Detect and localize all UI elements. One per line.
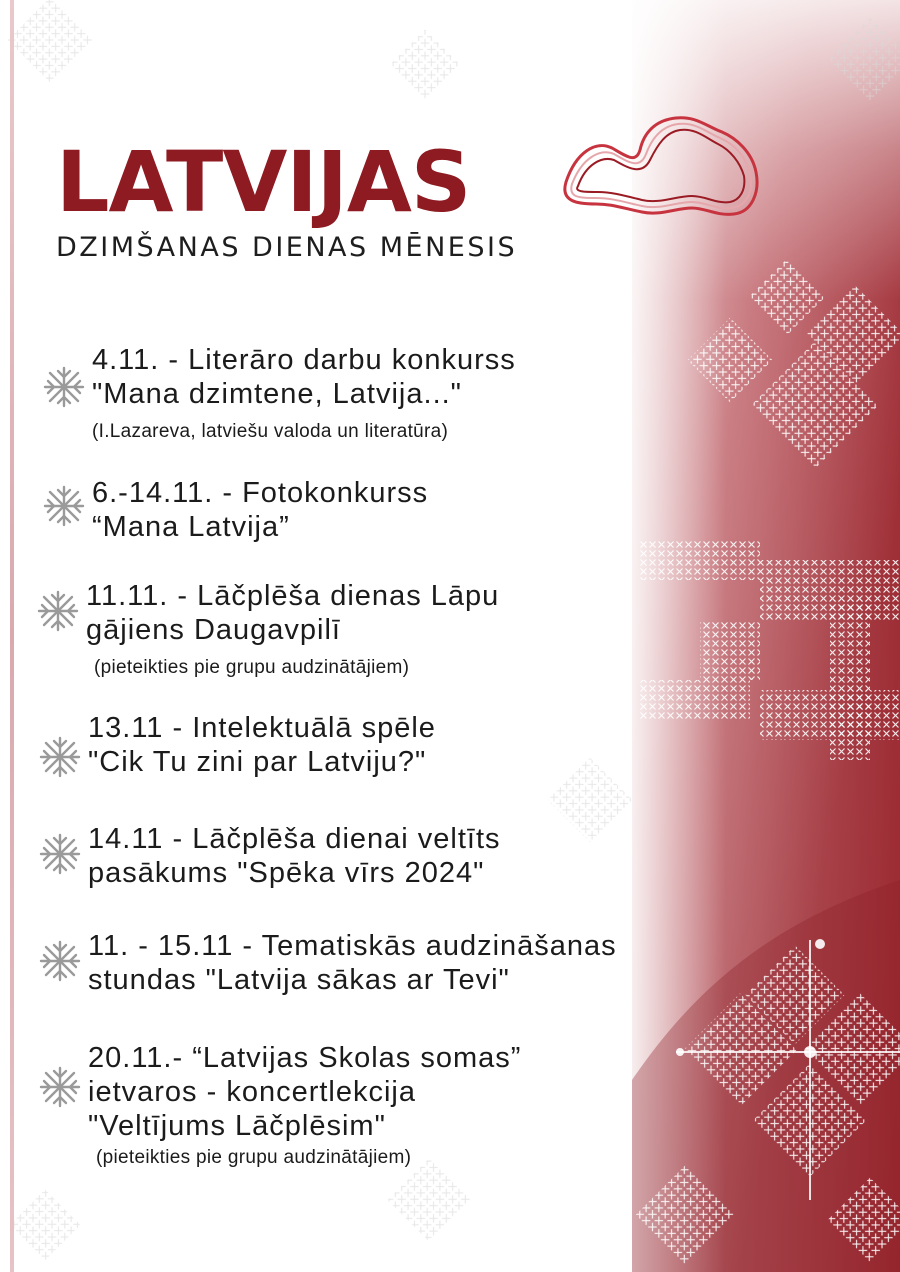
event-title: 20.11.- “Latvijas Skolas somas” bbox=[88, 1042, 522, 1074]
event-item bbox=[88, 1041, 521, 1169]
latvia-map-outline-icon bbox=[556, 112, 768, 232]
event-title-continued: "Cik Tu zini par Latviju?" bbox=[88, 746, 427, 778]
event-title-continued: stundas "Latvija sākas ar Tevi" bbox=[88, 964, 510, 996]
event-title: 13.11 - Intelektuālā spēle bbox=[88, 712, 436, 744]
event-title-continued: pasākums "Spēka vīrs 2024" bbox=[88, 857, 485, 889]
event-item bbox=[92, 343, 516, 443]
cross-stitch-snowflake-icon bbox=[36, 589, 80, 633]
event-title: 11.11. - Lāčplēša dienas Lāpu bbox=[86, 580, 500, 612]
event-title: 14.11 - Lāčplēša dienai veltīts bbox=[88, 823, 501, 855]
event-title-continued: “Mana Latvija” bbox=[92, 511, 290, 543]
event-item bbox=[86, 579, 499, 679]
cross-stitch-snowflake-icon bbox=[42, 484, 86, 528]
cross-stitch-snowflake-icon bbox=[38, 735, 82, 779]
page-title: LATVIJAS bbox=[56, 133, 471, 231]
event-title: 4.11. - Literāro darbu konkurss bbox=[92, 344, 516, 376]
event-item bbox=[92, 476, 428, 544]
page-subtitle: DZIMŠANAS DIENAS MĒNESIS bbox=[56, 232, 518, 263]
event-note: (I.Lazareva, latviešu valoda un literatūra) bbox=[92, 421, 449, 442]
event-title: 6.-14.11. - Fotokonkurss bbox=[92, 477, 429, 509]
event-note: (pieteikties pie grupu audzinātājiem) bbox=[96, 1147, 412, 1168]
cross-stitch-snowflake-icon bbox=[38, 939, 82, 983]
event-title-continued: ietvaros - koncertlekcija bbox=[88, 1076, 416, 1108]
event-item bbox=[88, 711, 436, 779]
event-item bbox=[88, 822, 501, 890]
event-title: 11. - 15.11 - Tematiskās audzināšanas bbox=[88, 930, 617, 962]
left-edge-stripe bbox=[10, 0, 14, 1272]
cross-stitch-snowflake-icon bbox=[38, 832, 82, 876]
event-title-continued: "Mana dzimtene, Latvija..." bbox=[92, 378, 462, 410]
event-note: (pieteikties pie grupu audzinātājiem) bbox=[94, 657, 410, 678]
event-title-continued: gājiens Daugavpilī bbox=[86, 614, 341, 646]
event-title-continued: "Veltījums Lāčplēsim" bbox=[88, 1110, 386, 1142]
event-item bbox=[88, 929, 617, 997]
cross-stitch-snowflake-icon bbox=[38, 1065, 82, 1109]
cross-stitch-snowflake-icon bbox=[42, 365, 86, 409]
